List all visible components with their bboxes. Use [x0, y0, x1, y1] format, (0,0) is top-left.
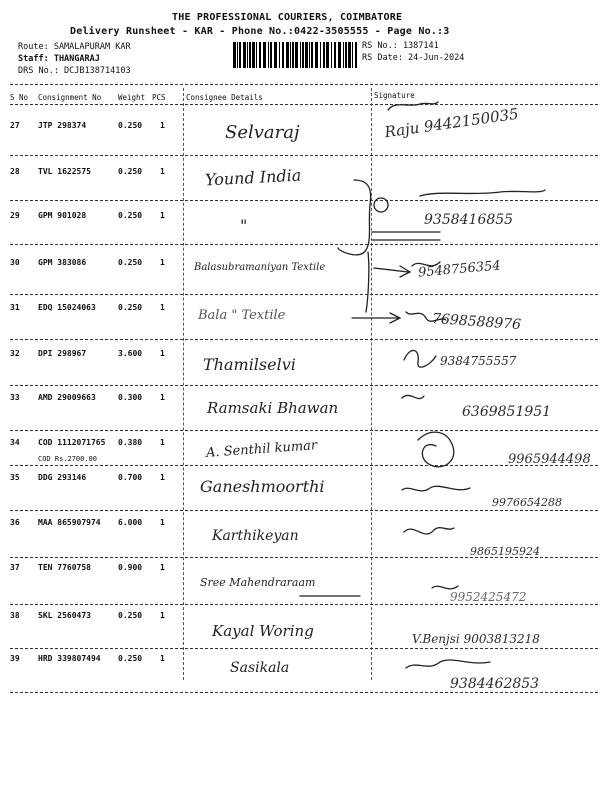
row-pcs: 1 — [160, 438, 165, 447]
handwritten-name: Bala " Textile — [198, 308, 286, 323]
row-sno: 30 — [10, 258, 20, 267]
runsheet-subtitle: Delivery Runsheet - KAR - Phone No.:0422-3505555 - Page No.:3 — [70, 26, 450, 37]
handwritten-name: Sasikala — [230, 660, 290, 676]
row-weight: 0.700 — [118, 473, 143, 482]
signature-entry: 9952425472 — [450, 590, 527, 604]
row-consignment: COD 1112071765 — [38, 438, 106, 447]
divider — [10, 692, 598, 693]
row-pcs: 1 — [160, 473, 165, 482]
row-consignment: MAA 865907974 — [38, 518, 101, 527]
row-consignment: JTP 298374 — [38, 121, 87, 130]
row-weight: 0.380 — [118, 438, 143, 447]
col-weight: Weight — [118, 93, 146, 102]
row-consignment: GPM 383086 — [38, 258, 87, 267]
signature-divider — [371, 88, 372, 680]
col-consignment: Consignment No — [38, 93, 102, 102]
row-pcs: 1 — [160, 303, 165, 312]
row-weight: 0.250 — [118, 611, 143, 620]
row-weight: 3.600 — [118, 349, 143, 358]
row-consignment: DDG 293146 — [38, 473, 87, 482]
signature-entry: 7698588976 — [431, 310, 522, 334]
row-consignment: SKL 2560473 — [38, 611, 91, 620]
row-sno: 38 — [10, 611, 20, 620]
row-weight: 0.250 — [118, 258, 143, 267]
row-sno: 39 — [10, 654, 20, 663]
divider — [10, 294, 598, 295]
divider — [10, 430, 598, 431]
row-sno: 36 — [10, 518, 20, 527]
row-pcs: 1 — [160, 563, 165, 572]
col-signature: Signature — [374, 91, 415, 100]
divider — [10, 155, 598, 156]
signature-entry: 9976654288 — [492, 496, 562, 509]
divider — [10, 339, 598, 340]
row-pcs: 1 — [160, 518, 165, 527]
details-divider — [183, 88, 184, 680]
row-weight: 0.250 — [118, 303, 143, 312]
row-weight: 0.900 — [118, 563, 143, 572]
handwritten-name: Yound India — [204, 165, 302, 190]
divider — [10, 557, 598, 558]
divider — [10, 604, 598, 605]
signature-entry: 9548756354 — [417, 258, 502, 281]
row-pcs: 1 — [160, 258, 165, 267]
row-sno: 32 — [10, 349, 20, 358]
row-sno: 27 — [10, 121, 20, 130]
row-sno: 31 — [10, 303, 20, 312]
row-weight: 0.250 — [118, 654, 143, 663]
handwritten-name: Selvaraj — [225, 122, 300, 143]
row-sno: 29 — [10, 211, 20, 220]
signature-entry: V.Benjsi 9003813218 — [412, 632, 540, 646]
row-pcs: 1 — [160, 121, 165, 130]
row-consignment: GPM 901028 — [38, 211, 87, 220]
rs-date: RS Date: 24-Jun-2024 — [362, 53, 465, 63]
signature-entry: 9384755557 — [440, 354, 517, 368]
signature-entry: Raju 9442150035 — [383, 104, 520, 142]
divider — [10, 200, 598, 201]
barcode-image — [232, 42, 358, 68]
cod-amount: COD Rs.2700.00 — [38, 455, 98, 463]
row-sno: 34 — [10, 438, 20, 447]
staff-label: Staff: THANGARAJ — [18, 54, 100, 64]
divider — [10, 465, 598, 466]
company-title: THE PROFESSIONAL COURIERS, COIMBATORE — [172, 12, 403, 23]
handwritten-name: Kayal Woring — [212, 622, 314, 640]
row-consignment: DPI 298967 — [38, 349, 87, 358]
row-consignment: AMD 29009663 — [38, 393, 96, 402]
row-consignment: TEN 7760758 — [38, 563, 91, 572]
handwritten-name: A. Senthil kumar — [205, 438, 318, 461]
row-consignment: TVL 1622575 — [38, 167, 91, 176]
row-weight: 0.300 — [118, 393, 143, 402]
handwritten-name: " — [240, 216, 248, 235]
row-pcs: 1 — [160, 167, 165, 176]
handwritten-name: Thamilselvi — [203, 355, 296, 374]
row-weight: 0.250 — [118, 121, 143, 130]
divider — [10, 385, 598, 386]
handwritten-name: Ramsaki Bhawan — [207, 399, 339, 417]
row-sno: 35 — [10, 473, 20, 482]
row-weight: 0.250 — [118, 167, 143, 176]
divider — [10, 648, 598, 649]
row-consignment: HRD 339807494 — [38, 654, 101, 663]
handwritten-name: Sree Mahendraraam — [200, 576, 316, 589]
signature-entry: 9358416855 — [424, 212, 514, 228]
row-pcs: 1 — [160, 393, 165, 402]
handwritten-name: Balasubramaniyan Textile — [194, 262, 326, 273]
row-weight: 6.000 — [118, 518, 143, 527]
row-sno: 33 — [10, 393, 20, 402]
row-sno: 37 — [10, 563, 20, 572]
row-pcs: 1 — [160, 654, 165, 663]
signature-entry: 9384462853 — [450, 676, 540, 692]
row-weight: 0.250 — [118, 211, 143, 220]
col-pcs: PCS — [152, 93, 166, 102]
route-label: Route: SAMALAPURAM KAR — [18, 42, 131, 52]
row-pcs: 1 — [160, 349, 165, 358]
row-pcs: 1 — [160, 611, 165, 620]
row-pcs: 1 — [160, 211, 165, 220]
signature-entry: 9965944498 — [508, 452, 591, 467]
divider — [10, 84, 598, 85]
col-sno: S No — [10, 93, 29, 102]
rs-number: RS No.: 1387141 — [362, 41, 439, 51]
signature-entry: 9865195924 — [470, 545, 540, 558]
handwritten-name: Karthikeyan — [212, 528, 299, 544]
drs-label: DRS No.: DCJB138714103 — [18, 66, 131, 76]
row-sno: 28 — [10, 167, 20, 176]
handwritten-name: Ganeshmoorthi — [200, 477, 325, 496]
col-consignee-details: Consignee Details — [186, 93, 263, 102]
divider — [10, 510, 598, 511]
signature-entry: 6369851951 — [462, 404, 552, 420]
divider — [10, 244, 598, 245]
row-consignment: EDQ 15024063 — [38, 303, 96, 312]
